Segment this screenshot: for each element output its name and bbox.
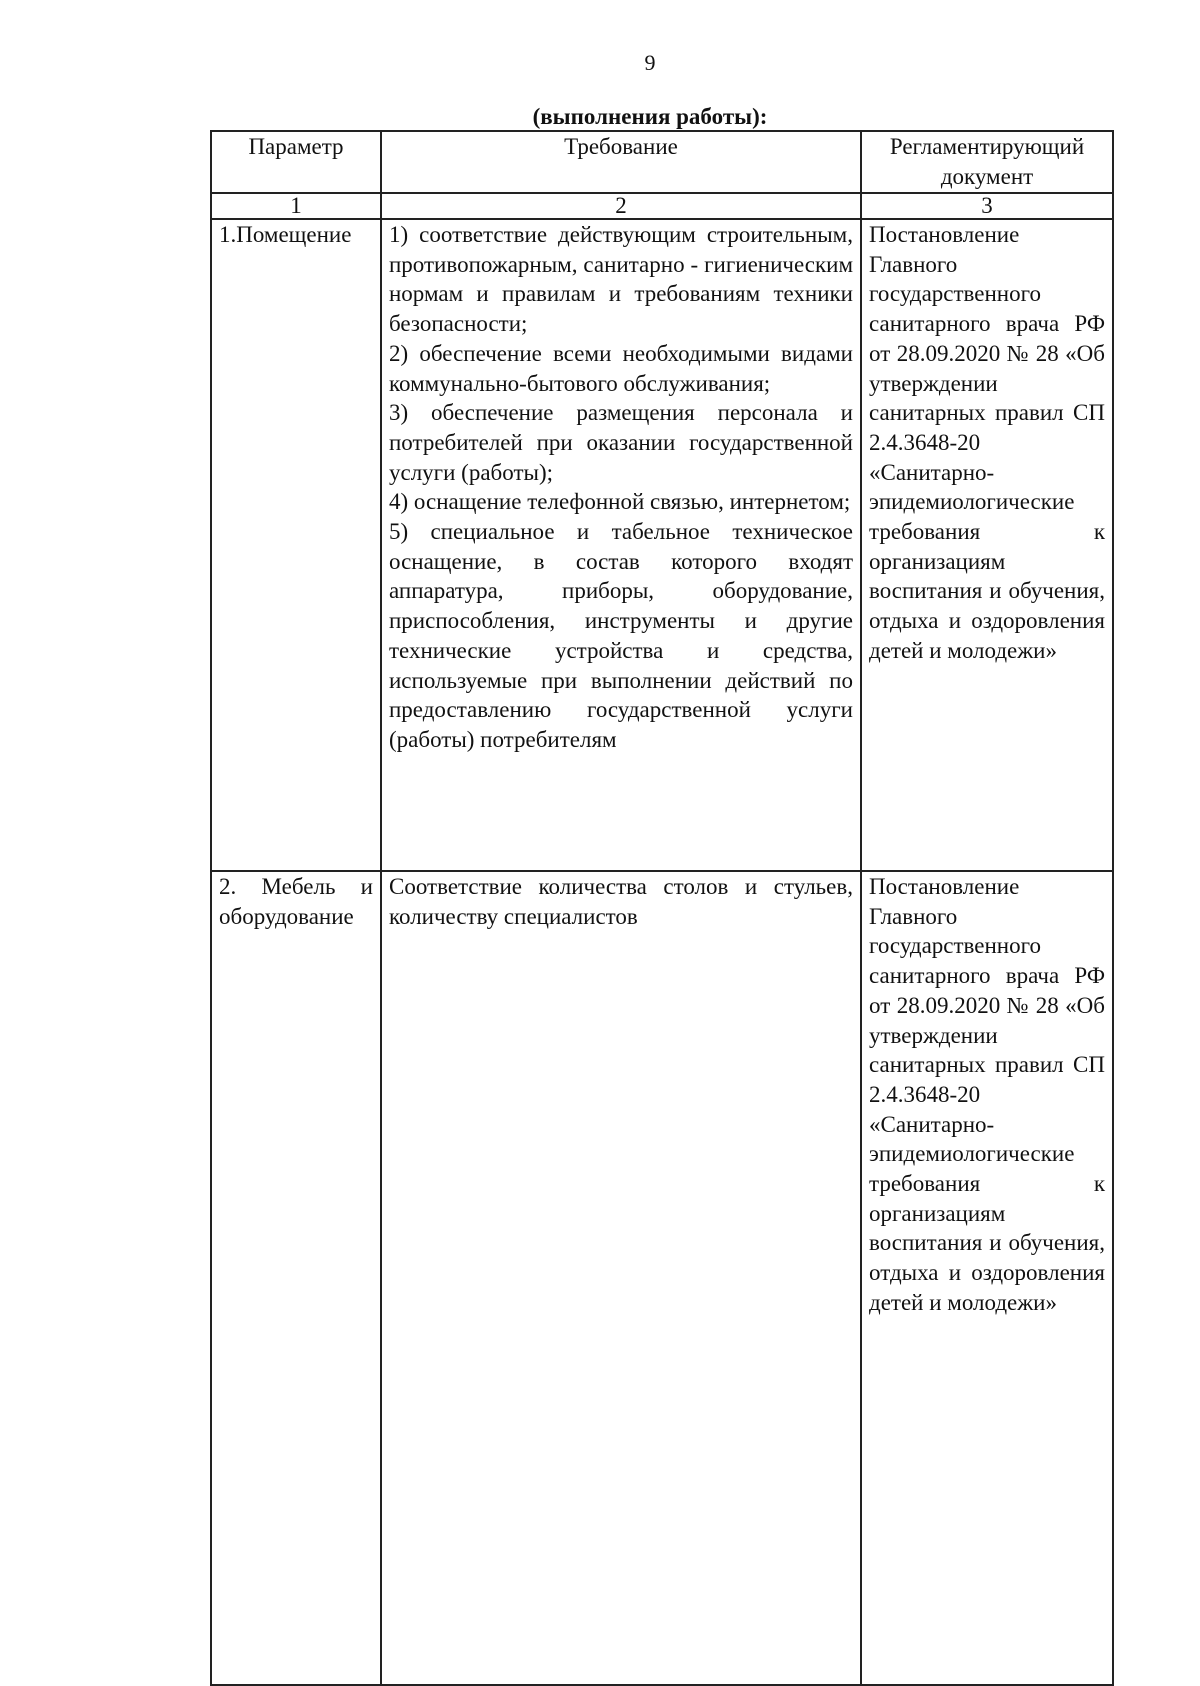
page-number: 9 (644, 50, 656, 75)
requirement-item: Соответствие количества столов и стульев, количеству специалистов (389, 874, 853, 929)
parameter-cell: 1.Помещение (211, 219, 381, 871)
header-parameter: Параметр (211, 131, 381, 193)
column-number: 3 (861, 193, 1113, 219)
column-number-row (211, 193, 1113, 219)
header-document: Регламентирующий документ (861, 131, 1113, 193)
table-header-row (211, 131, 1113, 193)
requirement-item: 4) оснащение телефонной связью, интернетом; (389, 489, 851, 515)
requirement-item: 3) обеспечение размещения персонала и потребителей при оказании государственной услуги (работы); (389, 400, 853, 485)
header-requirement: Требование (381, 131, 861, 193)
requirement-item: 5) специальное и табельное техническое оснащение, в состав которого входят аппаратура, приборы, оборудование, приспособления, инструменты и другие технические устройства и средства, используемые при выполнении действий по предоставлению государственной услуги (работы) потребителям (389, 519, 853, 752)
table-row (211, 219, 1113, 871)
column-number: 1 (211, 193, 381, 219)
table-row (211, 871, 1113, 1685)
requirement-cell (381, 871, 861, 1685)
column-number: 2 (381, 193, 861, 219)
document-cell: Постановление Главного государственного санитарного врача РФ от 28.09.2020 № 28 «Об утверждении санитарных правил СП 2.4.3648-20 «Санитарно-эпидемиологические требования к организациям воспитания и обучения, отдыха и оздоровления детей и молодежи» (861, 871, 1113, 1685)
requirement-cell (381, 219, 861, 871)
document-cell: Постановление Главного государственного санитарного врача РФ от 28.09.2020 № 28 «Об утверждении санитарных правил СП 2.4.3648-20 «Санитарно-эпидемиологические требования к организациям воспитания и обучения, отдыха и оздоровления детей и молодежи» (861, 219, 1113, 871)
parameter-cell: 2. Мебель и оборудование (211, 871, 381, 1685)
section-heading: (выполнения работы): (532, 104, 768, 129)
requirements-table (210, 130, 1114, 1686)
requirement-item: 2) обеспечение всеми необходимыми видами коммунально-бытового обслуживания; (389, 340, 853, 396)
requirement-item: 1) соответствие действующим строительным, противопожарным, санитарно - гигиеническим нормам и правилам и требованиям техники безопасности; (389, 222, 853, 337)
